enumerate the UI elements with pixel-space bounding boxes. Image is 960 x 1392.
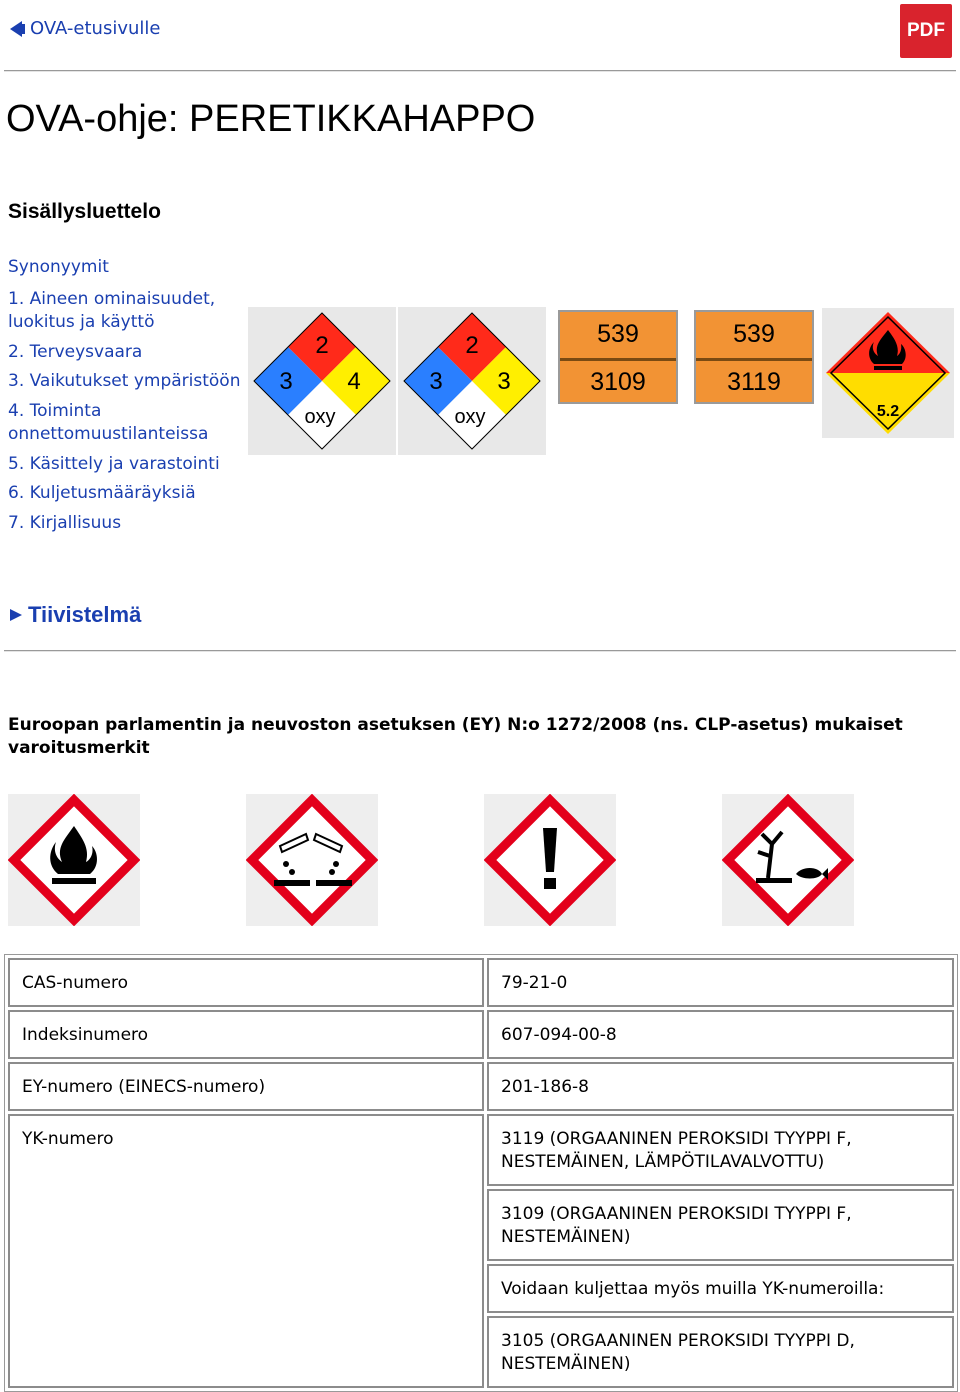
un-value-1: 3119 (ORGAANINEN PEROKSIDI TYYPPI F, NESTEMÄINEN, LÄMPÖTILAVALVOTTU) — [487, 1114, 954, 1186]
nfpa2-health: 3 — [429, 368, 443, 395]
properties-table — [4, 954, 958, 1392]
toc-heading: Sisällysluettelo — [8, 200, 161, 223]
toc-link-3[interactable]: 3. Vaikutukset ympäristöön — [8, 371, 241, 391]
toc-link-6[interactable]: 6. Kuljetusmääräyksiä — [8, 483, 196, 503]
clp-heading: Euroopan parlamentin ja neuvoston asetuksen (EY) N:o 1272/2008 (ns. CLP-asetus) mukaiset varoitusmerkit — [8, 715, 903, 758]
un-plate-2-number: 3119 — [727, 368, 781, 396]
un-value-2: 3109 (ORGAANINEN PEROKSIDI TYYPPI F, NESTEMÄINEN) — [487, 1189, 954, 1261]
adr-class-number: 5.2 — [876, 403, 900, 420]
un-plate-1-number: 3109 — [590, 368, 646, 396]
corrosion-pictogram-icon — [246, 794, 378, 926]
exclamation-pictogram-icon — [484, 794, 616, 926]
table-row — [8, 1062, 954, 1111]
toc-link-5[interactable]: 5. Käsittely ja varastointi — [8, 453, 220, 474]
table-of-contents — [8, 256, 248, 541]
index-label: Indeksinumero — [8, 1010, 484, 1059]
top-divider — [4, 70, 956, 72]
summary-link-label: Tiivistelmä — [28, 602, 142, 627]
ec-value: 201-186-8 — [487, 1062, 954, 1111]
nfpa1-reactivity: 4 — [347, 368, 361, 395]
toc-link-2[interactable]: 2. Terveysvaara — [8, 341, 143, 362]
back-to-home-link[interactable] — [8, 18, 160, 39]
back-link-label: OVA-etusivulle — [30, 18, 161, 39]
index-value: 607-094-00-8 — [487, 1010, 954, 1059]
summary-link[interactable] — [8, 602, 141, 628]
mid-divider — [4, 650, 956, 652]
toc-link-1[interactable]: 1. Aineen ominaisuudet, luokitus ja käyttö — [8, 288, 216, 332]
un-plate-1-hazard: 539 — [597, 320, 639, 348]
nfpa1-flammability: 2 — [315, 332, 329, 359]
cas-value: 79-21-0 — [487, 958, 954, 1007]
triangle-right-icon — [8, 607, 24, 623]
table-row — [8, 1114, 954, 1186]
pdf-download-button[interactable] — [900, 4, 952, 58]
un-value-4: 3105 (ORGAANINEN PEROKSIDI TYYPPI D, NESTEMÄINEN) — [487, 1316, 954, 1388]
adr-label-5-2 — [822, 308, 954, 438]
table-row — [8, 958, 954, 1007]
toc-link-synonyymit[interactable]: Synonyymit — [8, 257, 109, 277]
flame-pictogram-icon — [8, 794, 140, 926]
table-row — [8, 1010, 954, 1059]
un-plate-2 — [694, 310, 814, 404]
un-plate-2-hazard: 539 — [733, 320, 775, 348]
nfpa1-health: 3 — [279, 368, 293, 395]
page-title: OVA-ohje: PERETIKKAHAPPO — [6, 98, 536, 140]
pdf-label: PDF — [907, 20, 945, 41]
nfpa2-reactivity: 3 — [497, 368, 511, 395]
nfpa1-special: oxy — [304, 406, 336, 428]
cas-label: CAS-numero — [8, 958, 484, 1007]
nfpa-diamond-2 — [398, 307, 546, 455]
ec-label: EY-numero (EINECS-numero) — [8, 1062, 484, 1111]
un-plate-1 — [558, 310, 678, 404]
un-label: YK-numero — [8, 1114, 484, 1388]
nfpa2-special: oxy — [454, 406, 486, 428]
toc-link-7[interactable]: 7. Kirjallisuus — [8, 512, 122, 533]
nfpa2-flammability: 2 — [465, 332, 479, 359]
toc-link-4[interactable]: 4. Toiminta onnettomuustilanteissa — [8, 400, 209, 444]
nfpa-diamond-1 — [248, 307, 396, 455]
back-arrow-icon — [8, 20, 26, 38]
un-value-3: Voidaan kuljettaa myös muilla YK-numeroilla: — [487, 1264, 954, 1313]
environment-pictogram-icon — [722, 794, 854, 926]
